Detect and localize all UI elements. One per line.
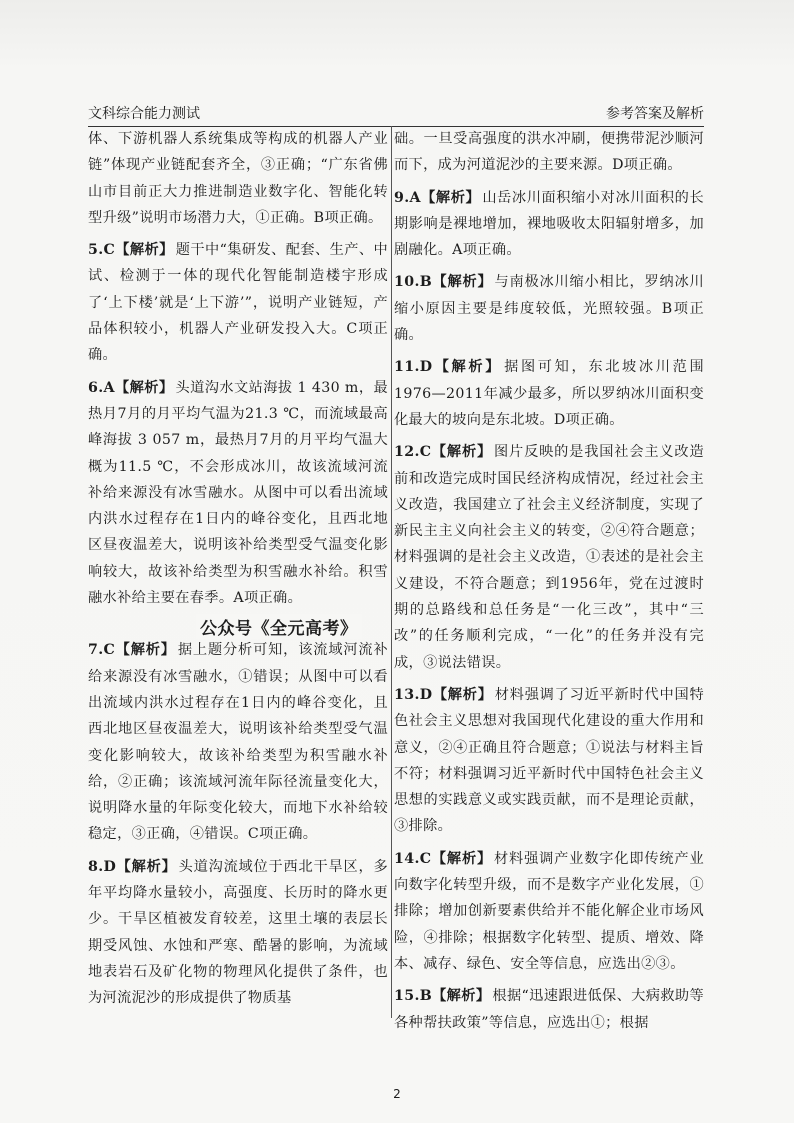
answer-item-6: [88, 375, 388, 612]
left-column: [88, 126, 388, 1018]
analysis-tag: 【解析】: [432, 686, 493, 703]
answer-number: 14.C: [394, 850, 432, 867]
answer-text: 体、下游机器人系统集成等构成的机器人产业链”体现产业链配套齐全，③正确；“广东省佛山市目前正大力推进制造业数字化、智能化转型升级”说明市场潜力大，①正确。B项正确。: [88, 131, 388, 226]
answer-text: 根据“迅速跟进低保、大病救助等各种帮扶政策”等信息，应选出①；根据: [394, 988, 704, 1031]
answer-text: 据上题分析可知，该流域河流补给来源没有冰雪融水，①错误；从图中可以看出流域内洪水过程存在1日内的峰谷变化，且西北地区昼夜温差大，说明该补给类型受气温变化影响较大，故该补给类型为积雪融水补给，②正确；该流域河流年际径流量变化大，说明降水量的年际变化较大，而地下水补给较稳定，③正确，④错误。C项正确。: [88, 642, 388, 843]
right-column: [394, 126, 704, 1042]
analysis-tag: 【解析】: [432, 359, 503, 376]
answer-item-7: [88, 637, 388, 847]
analysis-tag: 【解析】: [114, 379, 174, 396]
answer-text: 础。一旦受高强度的洪水冲刷，便携带泥沙顺河而下，成为河道泥沙的主要来源。D项正确。: [394, 131, 704, 174]
analysis-tag: 【解析】: [432, 274, 493, 291]
answer-number: 5.C: [88, 242, 116, 259]
analysis-tag: 【解析】: [115, 242, 174, 259]
answer-number: 11.D: [394, 359, 433, 376]
answer-item-14: [394, 846, 704, 977]
answer-number: 8.D: [88, 858, 117, 875]
page-header: [88, 104, 704, 127]
answer-text: 头道沟流域位于西北干旱区，多年平均降水量较小，高强度、长历时的降水更少。干旱区植被发育较差，这里土壤的表层长期受风蚀、水蚀和严寒、酷暑的影响，为流域地表岩石及矿化物的物理风化提供了条件，也为河流泥沙的形成提供了物质基: [88, 858, 388, 1007]
answer-item-10: [394, 269, 704, 348]
header-section-title: 参考答案及解析: [606, 106, 704, 122]
answer-text: 材料强调产业数字化即传统产业向数字化转型升级，而不是数字产业化发展，①排除；增加创新要素供给并不能化解企业市场风险，④排除；根据数字化转型、提质、增效、降本、减存、绿色、安全等信息，应选出②③。: [394, 850, 704, 972]
answer-item-11: [394, 354, 704, 433]
answer-number: 9.A: [394, 189, 421, 206]
answer-text: 题干中“集研发、配套、生产、中试、检测于一体的现代化智能制造楼宇形成了‘上下楼’就是‘上下游’”，说明产业链短，产品体积较小，机器人产业研发投入大。C项正确。: [88, 242, 388, 364]
watermark-text: 公众号《全元高考》: [196, 614, 362, 639]
answer-text: 头道沟水文站海拔 1 430 m，最热月7月的月平均气温为21.3 ℃，而流域最高峰海拔 3 057 m，最热月7月的月平均气温大概为11.5 ℃，不会形成冰川，故该流域河流补给来源没有冰雪融水。从图中可以看出流域内洪水过程存在1日内的峰谷变化，且西北地区昼夜温差大，说明该补给类型受气温变化影响较大，故该补给类型为积雪融水补给。积雪融水补给主要在春季。A项正确。: [88, 379, 388, 607]
answer-number: 13.D: [394, 686, 433, 703]
analysis-tag: 【解析】: [432, 988, 491, 1005]
answer-item-13: [394, 682, 704, 840]
answer-item-5: [88, 237, 388, 368]
header-subject-title: 文科综合能力测试: [88, 106, 200, 122]
answer-item-12: [394, 439, 704, 676]
analysis-tag: 【解析】: [431, 850, 493, 867]
analysis-tag: 【解析】: [115, 642, 176, 659]
answer-number: 10.B: [394, 274, 433, 291]
column-divider: [391, 126, 392, 1018]
answer-number: 7.C: [88, 642, 116, 659]
answer-item-15: [394, 983, 704, 1036]
answer-text: 山岳冰川面积缩小对冰川面积的长期影响是裸地增加，裸地吸收太阳辐射增多，加剧融化。A项正确。: [394, 189, 704, 259]
answer-item-8: [88, 854, 388, 1012]
analysis-tag: 【解析】: [116, 858, 177, 875]
analysis-tag: 【解析】: [420, 189, 481, 206]
answer-text: 图片反映的是我国社会主义改造前和改造完成时国民经济构成情况，经过社会主义改造，我国建立了社会主义经济制度，实现了新民主主义向社会主义的转变，②④符合题意；材料强调的是社会主义改造，①表述的是社会主义建设，不符合题意；到1956年，党在过渡时期的总路线和总任务是“一化三改”，其中“三改”的任务顺利完成，“一化”的任务并没有完成，③说法错误。: [394, 444, 704, 671]
answer-number: 12.C: [394, 444, 432, 461]
answer-continuation: [88, 126, 388, 231]
answer-number: 15.B: [394, 988, 433, 1005]
answer-text: 与南极冰川缩小相比，罗纳冰川缩小原因主要是纬度较低，光照较强。B项正确。: [394, 274, 705, 344]
analysis-tag: 【解析】: [431, 444, 493, 461]
answer-continuation: [394, 126, 704, 179]
page-number: 2: [393, 1087, 401, 1101]
answer-number: 6.A: [88, 379, 115, 396]
answer-text: 材料强调了习近平新时代中国特色社会主义思想对我国现代化建设的重大作用和意义，②④正确且符合题意；①说法与材料主旨不符；材料强调习近平新时代中国特色社会主义思想的实践意义或实践贡献，而不是理论贡献，③排除。: [394, 686, 704, 835]
answer-text: 据图可知，东北坡冰川范围1976—2011年减少最多，所以罗纳冰川面积变化最大的坡向是东北坡。D项正确。: [394, 359, 704, 428]
answer-item-9: [394, 185, 704, 264]
